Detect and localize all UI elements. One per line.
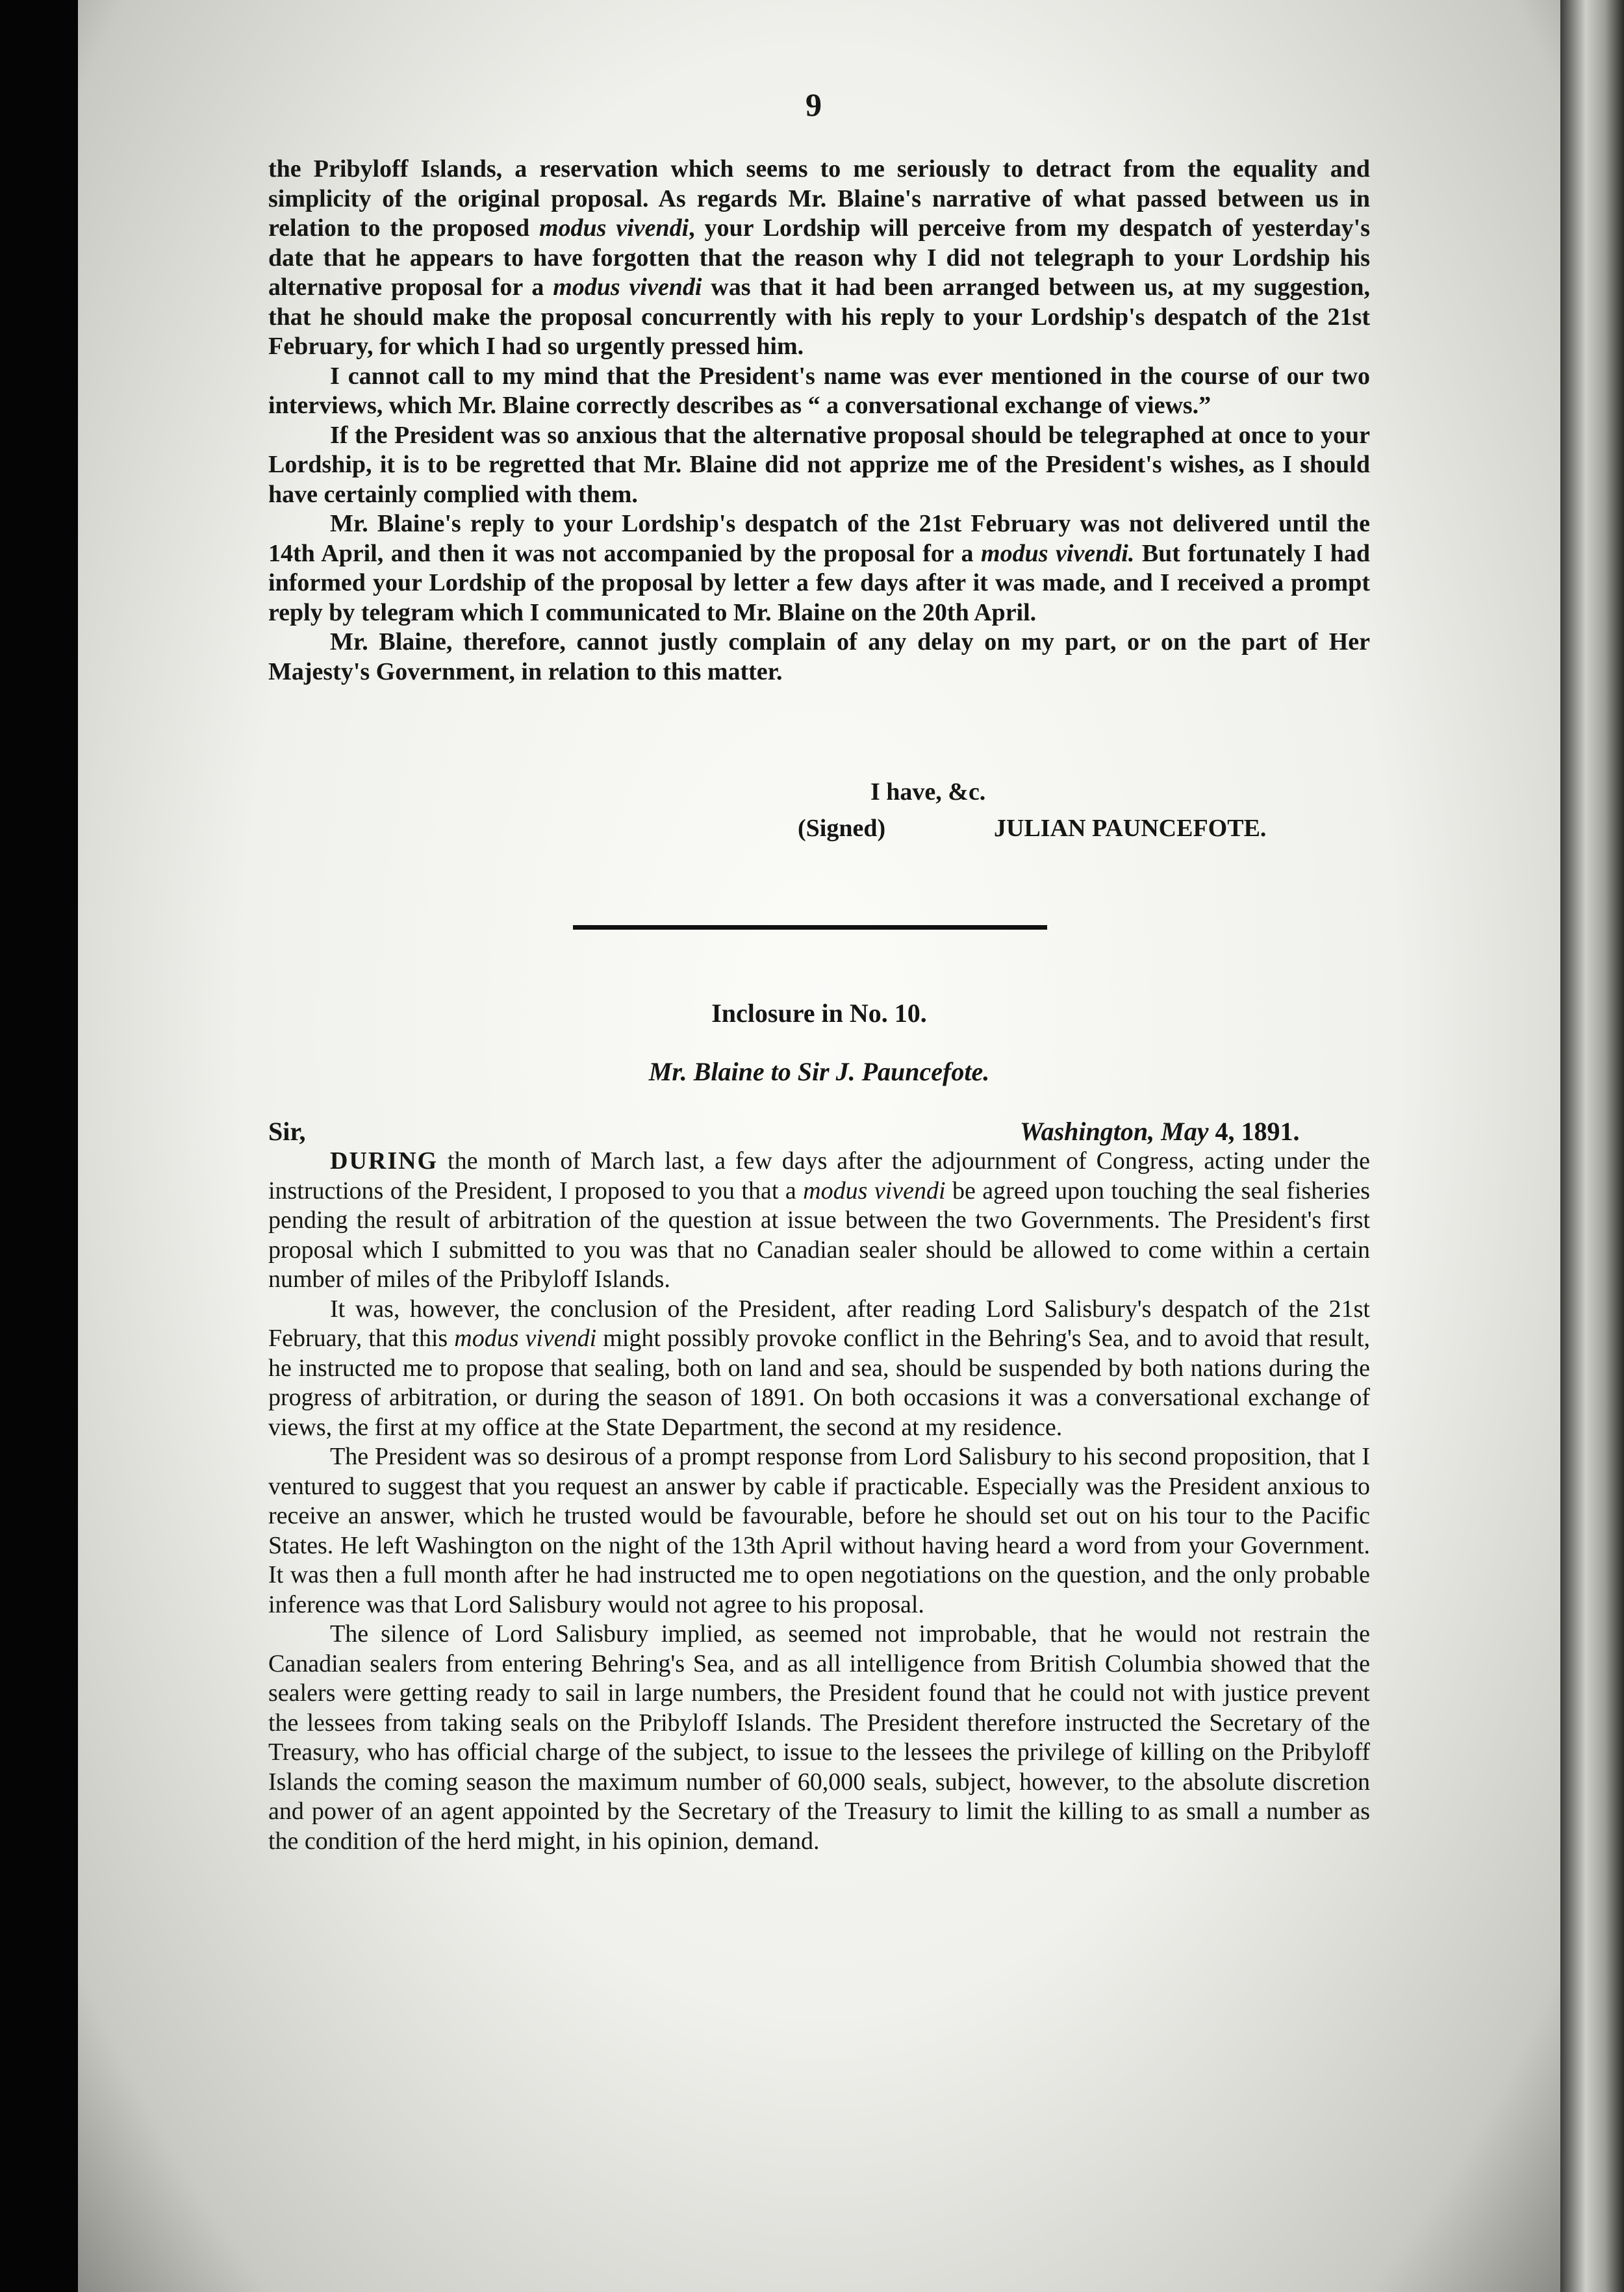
- italic-phrase: modus vivendi: [454, 1325, 597, 1352]
- paragraph: [268, 628, 1370, 687]
- text-run: be agreed upon touching the seal fisheries pending the result of arbitration of the question at issue between the two Governments. The President's first proposal which I submitted to you was that no Canadian sealer should be allowed to come within a certain number of miles of the Pribyloff Islands.: [268, 1177, 1370, 1293]
- paragraph: [268, 509, 1370, 628]
- text-run: was that it had been arranged between us, at my suggestion, that he should make the proposal concurrently with his reply to your Lordship's despatch of the 21st February, for which I had so urgently pressed him.: [268, 274, 1370, 360]
- paragraph: [268, 421, 1370, 510]
- italic-phrase: modus vivendi.: [981, 539, 1135, 567]
- text-run: The silence of Lord Salisbury implied, as seemed not improbable, that he would not restrain the Canadian sealers from entering Behring's Sea, and as all intelligence from British Columbia showed that the sealers were getting ready to sail in large numbers, the President found that he could not with justice prevent the lessees from taking seals on the Pribyloff Islands. The President therefore instructed the Secretary of the Treasury, who has official charge of the subject, to issue to the lessees the privilege of killing on the Pribyloff Islands the coming season the maximum number of 60,000 seals, subject, however, to the absolute discretion and power of an agent appointed by the Secretary of the Treasury to limit the killing to as small a number as the condition of the herd might, in his opinion, demand.: [268, 1620, 1370, 1855]
- paragraph: [268, 1295, 1370, 1443]
- text-run: The President was so desirous of a prompt response from Lord Salisbury to his second proposition, that I ventured to suggest that you request an answer by cable if practicable. Especially was the President anxious to receive an answer, which he trusted would be favourable, before he should set out on his tour to the Pacific States. He left Washington on the night of the 13th April without having heard a word from your Government. It was then a full month after he had instructed me to open negotiations on the question, and the only probable inference was that Lord Salisbury would not agree to his proposal.: [268, 1443, 1370, 1618]
- paragraph: [268, 155, 1370, 362]
- text-run: But fortunately I had informed your Lordship of the proposal by letter a few days after it was made, and I received a prompt reply by telegram which I communicated to Mr. Blaine on the 20th April.: [268, 539, 1371, 626]
- salutation: Sir,: [268, 1117, 306, 1146]
- signature: JULIAN PAUNCEFOTE.: [994, 815, 1267, 842]
- text-run: If the President was so anxious that the alternative proposal should be telegraphed at once to your Lordship, it is to be regretted that Mr. Blaine did not apprize me of the President's wishes, as I should have certainly complied with them.: [268, 421, 1370, 508]
- letter-body: [268, 155, 1370, 687]
- text-run: Mr. Blaine's reply to your Lordship's despatch of the 21st February was not delivered until the 14th April, and then it was not accompanied by the proposal for a: [268, 510, 1370, 567]
- text-run: the month of March last, a few days after the adjournment of Congress, acting under the instructions of the President, I proposed to you that a: [268, 1147, 1370, 1204]
- letter-date: [1020, 1116, 1299, 1147]
- text-run: , your Lordship will perceive from my despatch of yesterday's date that he appears to have forgotten that the reason why I did not telegraph to your Lordship his alternative proposal for a: [268, 214, 1371, 301]
- first-word: DURING: [330, 1147, 438, 1175]
- inclosure-subheading: Mr. Blaine to Sir J. Pauncefote.: [648, 1057, 990, 1086]
- text-run: It was, however, the conclusion of the President, after reading Lord Salisbury's despatch of the 21st February, that this: [268, 1295, 1370, 1352]
- text-run: might possibly provoke conflict in the Behring's Sea, and to avoid that result, he instructed me to propose that sealing, both on land and sea, should be suspended by both nations during the progress of arbitration, or during the season of 1891. On both occasions it was a conversational exchange of views, the first at my office at the State Department, the second at my residence.: [268, 1325, 1370, 1441]
- section-divider: [573, 925, 1047, 930]
- paragraph: [268, 362, 1370, 421]
- signed-label: (Signed): [798, 815, 886, 842]
- text-run: I cannot call to my mind that the President's name was ever mentioned in the course of our two interviews, which Mr. Blaine correctly describes as “ a conversational exchange of views.”: [268, 362, 1370, 419]
- date-rest: 4, 1891.: [1208, 1117, 1300, 1146]
- paragraph: [268, 1442, 1370, 1620]
- text-run: Mr. Blaine, therefore, cannot justly complain of any delay on my part, or on the part of Her Majesty's Government, in relation to this matter.: [268, 628, 1370, 685]
- inclosure-heading: Inclosure in No. 10.: [711, 999, 927, 1028]
- date-place: Washington, May: [1020, 1117, 1209, 1146]
- text-run: the Pribyloff Islands, a reservation which seems to me seriously to detract from the equality and simplicity of the original proposal. As regards Mr. Blaine's narrative of what passed between us in relation to the proposed: [268, 155, 1370, 242]
- adjacent-page-edge: [1560, 0, 1624, 2292]
- italic-phrase: modus vivendi: [803, 1177, 946, 1204]
- italic-phrase: modus vivendi: [553, 274, 702, 301]
- italic-phrase: modus vivendi: [539, 214, 689, 242]
- closing-phrase: I have, &c.: [870, 778, 986, 806]
- paragraph: [268, 1620, 1370, 1856]
- page-number: 9: [806, 86, 822, 123]
- inclosure-body: [268, 1147, 1370, 1856]
- paragraph: [268, 1147, 1370, 1295]
